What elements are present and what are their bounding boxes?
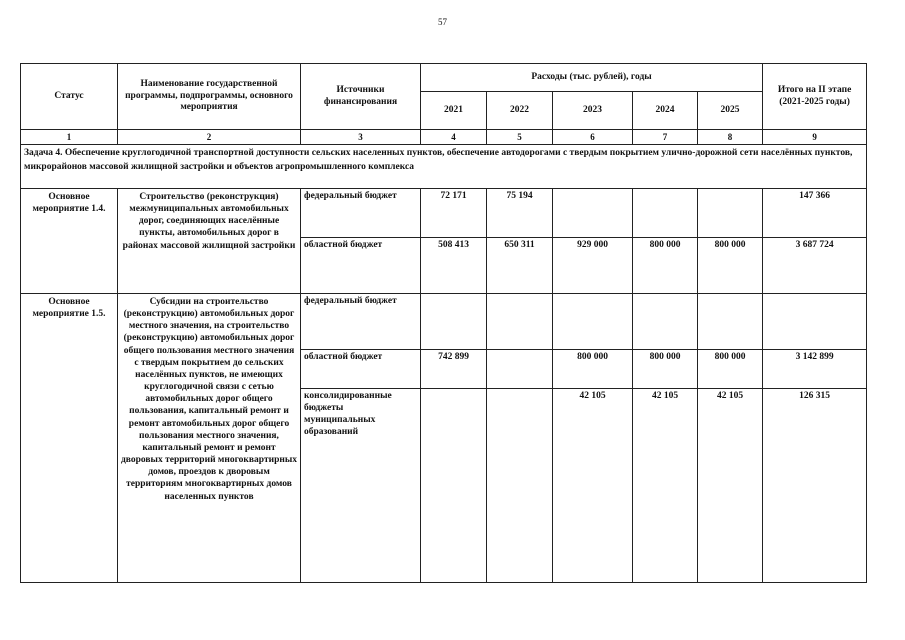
value-cell: 650 311 [487, 238, 553, 294]
funding-source: консолидированные бюджеты муниципальных образований [301, 389, 421, 583]
header-expenses: Расходы (тыс. рублей), годы [421, 64, 763, 92]
total-cell: 3 687 724 [763, 238, 867, 294]
header-year: 2023 [553, 92, 633, 130]
measure-name: Субсидии на строительство (реконструкцию) автомобильных дорог местного значения, на строительство (реконструкцию) автомобильных дорог общего пользования местного значения с твердым покрытием до сельских населённых пунктов, не имеющих круглогодичной связи с сетью автомобильных дорог общего пользования, капитальный ремонт и ремонт автомобильных дорог общего пользования местного значения, капитальный ремонт и ремонт дворовых территорий многоквартирных домов, проездов к дворовым территориям многоквартирных домов населенных пунктов [118, 294, 301, 583]
value-cell [487, 350, 553, 389]
column-number: 4 [421, 130, 487, 145]
funding-source: федеральный бюджет [301, 294, 421, 350]
value-cell [421, 294, 487, 350]
value-cell: 508 413 [421, 238, 487, 294]
funding-source: областной бюджет [301, 238, 421, 294]
value-cell [698, 189, 763, 238]
value-cell: 800 000 [633, 350, 698, 389]
header-year: 2021 [421, 92, 487, 130]
value-cell [487, 389, 553, 583]
value-cell [553, 189, 633, 238]
column-number: 1 [21, 130, 118, 145]
column-number: 8 [698, 130, 763, 145]
header-program-name: Наименование государственной программы, подпрограммы, основного мероприятия [118, 64, 301, 130]
value-cell: 800 000 [698, 238, 763, 294]
total-cell: 147 366 [763, 189, 867, 238]
header-total: Итого на II этапе (2021-2025 годы) [763, 64, 867, 130]
column-number: 9 [763, 130, 867, 145]
value-cell [487, 294, 553, 350]
value-cell [633, 294, 698, 350]
value-cell [633, 189, 698, 238]
header-status: Статус [21, 64, 118, 130]
budget-table [20, 63, 867, 583]
measure-status: Основное мероприятие 1.5. [21, 294, 118, 583]
value-cell: 42 105 [698, 389, 763, 583]
column-number: 2 [118, 130, 301, 145]
value-cell: 742 899 [421, 350, 487, 389]
total-cell [763, 294, 867, 350]
value-cell: 800 000 [553, 350, 633, 389]
value-cell [553, 294, 633, 350]
funding-source: областной бюджет [301, 350, 421, 389]
value-cell: 75 194 [487, 189, 553, 238]
value-cell: 800 000 [633, 238, 698, 294]
header-year: 2024 [633, 92, 698, 130]
value-cell: 42 105 [633, 389, 698, 583]
total-cell: 126 315 [763, 389, 867, 583]
measure-name: Строительство (реконструкция) межмуниципальных автомобильных дорог, соединяющих населённые пункты, автомобильных дорог в районах массовой жилищной застройки [118, 189, 301, 294]
header-year: 2025 [698, 92, 763, 130]
value-cell: 72 171 [421, 189, 487, 238]
column-number: 7 [633, 130, 698, 145]
column-number: 6 [553, 130, 633, 145]
value-cell: 42 105 [553, 389, 633, 583]
total-cell: 3 142 899 [763, 350, 867, 389]
page-number: 57 [438, 17, 447, 27]
value-cell: 929 000 [553, 238, 633, 294]
value-cell: 800 000 [698, 350, 763, 389]
column-number: 3 [301, 130, 421, 145]
value-cell [698, 294, 763, 350]
column-number: 5 [487, 130, 553, 145]
funding-source: федеральный бюджет [301, 189, 421, 238]
header-year: 2022 [487, 92, 553, 130]
value-cell [421, 389, 487, 583]
measure-status: Основное мероприятие 1.4. [21, 189, 118, 294]
header-sources: Источники финансирования [301, 64, 421, 130]
task-title: Задача 4. Обеспечение круглогодичной транспортной доступности сельских населенных пунктов, обеспечение автодорогами с твердым покрытием улично-дорожной сети населённых пунктов, микрорайонов массовой жилищной застройки и объектов агропромышленного комплекса [21, 145, 867, 189]
